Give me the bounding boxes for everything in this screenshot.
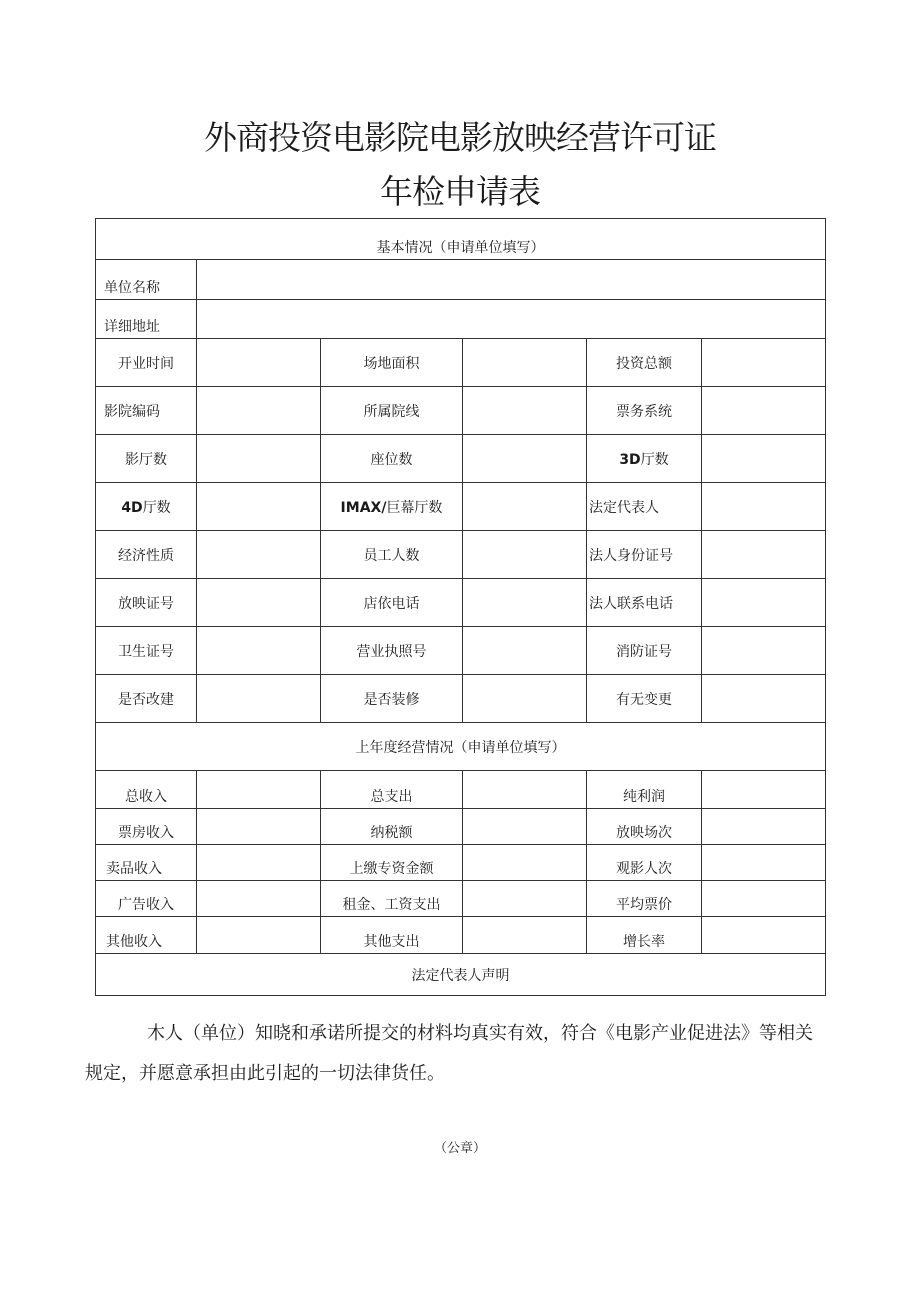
field-net-profit[interactable] [702, 771, 826, 809]
label-econ-nature: 经济性质 [96, 531, 197, 579]
field-ad-income[interactable] [197, 881, 321, 917]
field-concessions[interactable] [197, 845, 321, 881]
field-legal-rep[interactable] [702, 483, 826, 531]
field-address[interactable] [197, 300, 826, 339]
seal-label: （公章） [433, 1141, 486, 1156]
label-imax-halls [321, 483, 463, 531]
section-basic-heading: 基本情况（申请单位填写） [96, 219, 826, 260]
label-screenings: 放映场次 [587, 809, 702, 845]
label-investment: 投资总额 [587, 339, 702, 387]
label-rent-wages: 租金、工资支出 [321, 881, 463, 917]
field-3d-halls[interactable] [702, 435, 826, 483]
label-net-profit: 纯利润 [587, 771, 702, 809]
field-legal-phone[interactable] [702, 579, 826, 627]
field-rebuilt[interactable] [197, 675, 321, 723]
field-screenings[interactable] [702, 809, 826, 845]
label-tax: 纳税额 [321, 809, 463, 845]
label-area: 场地面积 [321, 339, 463, 387]
label-unit-name: 单位名称 [96, 260, 197, 300]
application-form-table [95, 218, 826, 996]
label-cinema-code: 影院编码 [96, 387, 197, 435]
field-unit-name[interactable] [197, 260, 826, 300]
field-other-income[interactable] [197, 917, 321, 954]
field-fire-license[interactable] [702, 627, 826, 675]
field-open-time[interactable] [197, 339, 321, 387]
label-4d-prefix: 4D [121, 499, 143, 516]
field-growth[interactable] [702, 917, 826, 954]
label-other-income: 其他收入 [96, 917, 197, 954]
field-screening-license[interactable] [197, 579, 321, 627]
label-open-time: 开业时间 [96, 339, 197, 387]
field-cinema-code[interactable] [197, 387, 321, 435]
field-business-license[interactable] [463, 627, 587, 675]
label-seats: 座位数 [321, 435, 463, 483]
label-rebuilt: 是否改建 [96, 675, 197, 723]
field-total-income[interactable] [197, 771, 321, 809]
field-other-expense[interactable] [463, 917, 587, 954]
field-attendance[interactable] [702, 845, 826, 881]
label-renovated: 是否装修 [321, 675, 463, 723]
field-box-office[interactable] [197, 809, 321, 845]
label-concessions: 卖品收入 [96, 845, 197, 881]
label-4d-suffix: 厅数 [142, 499, 171, 516]
field-seats[interactable] [463, 435, 587, 483]
field-store-phone[interactable] [463, 579, 587, 627]
label-imax-prefix: IMAX/ [340, 499, 387, 516]
label-3d-prefix: 3D [619, 451, 641, 468]
field-total-expense[interactable] [463, 771, 587, 809]
label-ad-income: 广告收入 [96, 881, 197, 917]
field-changes[interactable] [702, 675, 826, 723]
label-address: 详细地址 [96, 300, 197, 339]
field-legal-id[interactable] [702, 531, 826, 579]
label-screening-license: 放映证号 [96, 579, 197, 627]
label-imax-suffix: 巨幕厅数 [386, 499, 443, 516]
label-total-expense: 总支出 [321, 771, 463, 809]
field-4d-halls[interactable] [197, 483, 321, 531]
label-legal-id: 法人身份证号 [587, 531, 702, 579]
field-halls[interactable] [197, 435, 321, 483]
label-avg-price: 平均票价 [587, 881, 702, 917]
field-health-license[interactable] [197, 627, 321, 675]
label-other-expense: 其他支出 [321, 917, 463, 954]
label-total-income: 总收入 [96, 771, 197, 809]
declaration-text: 木人（单位）知晓和承诺所提交的材料均真实有效，符合《电影产业促进法》等相关规定，并愿意承担由此引起的一切法律货任。 [85, 1023, 813, 1084]
title-line-1: 外商投资电影院电影放映经营许可证 [204, 118, 716, 157]
label-3d-halls [587, 435, 702, 483]
field-econ-nature[interactable] [197, 531, 321, 579]
label-attendance: 观影人次 [587, 845, 702, 881]
label-box-office: 票房收入 [96, 809, 197, 845]
label-halls: 影厅数 [96, 435, 197, 483]
label-chain: 所属院线 [321, 387, 463, 435]
section-operation-heading: 上年度经营情况（申请单位填写） [96, 723, 826, 771]
label-changes: 有无变更 [587, 675, 702, 723]
field-imax-halls[interactable] [463, 483, 587, 531]
field-rent-wages[interactable] [463, 881, 587, 917]
label-fire-license: 消防证号 [587, 627, 702, 675]
field-investment[interactable] [702, 339, 826, 387]
section-statement-heading: 法定代表人声明 [96, 954, 826, 996]
label-store-phone: 店依电话 [321, 579, 463, 627]
field-renovated[interactable] [463, 675, 587, 723]
title-line-2: 年检申请表 [380, 172, 540, 211]
label-special-fund: 上缴专资金额 [321, 845, 463, 881]
label-legal-rep: 法定代表人 [587, 483, 702, 531]
field-area[interactable] [463, 339, 587, 387]
label-ticketing: 票务系统 [587, 387, 702, 435]
field-tax[interactable] [463, 809, 587, 845]
label-growth: 增长率 [587, 917, 702, 954]
label-4d-halls [96, 483, 197, 531]
field-ticketing[interactable] [702, 387, 826, 435]
label-health-license: 卫生证号 [96, 627, 197, 675]
label-business-license: 营业执照号 [321, 627, 463, 675]
label-legal-phone: 法人联系电话 [587, 579, 702, 627]
label-3d-suffix: 厅数 [640, 451, 669, 468]
label-staff: 员工人数 [321, 531, 463, 579]
field-chain[interactable] [463, 387, 587, 435]
field-special-fund[interactable] [463, 845, 587, 881]
field-staff[interactable] [463, 531, 587, 579]
field-avg-price[interactable] [702, 881, 826, 917]
